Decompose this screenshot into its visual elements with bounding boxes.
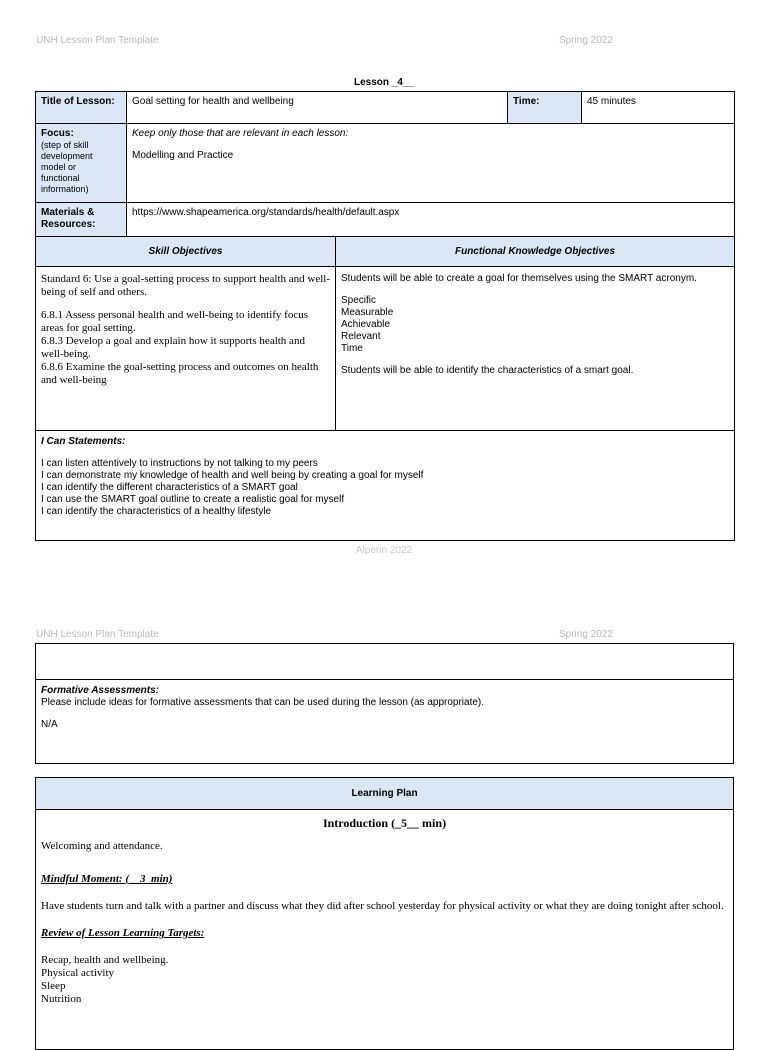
review-heading: Review of Lesson Learning Targets: [41,927,205,939]
i-can-item: I can listen attentively to instructions by not talking to my peers [41,458,318,469]
skill-objective-item: 6.8.1 Assess personal health and well-being to identify focus areas for goal setting. [41,309,309,334]
title-label: Title of Lesson: [36,92,127,124]
i-can-item: I can use the SMART goal outline to create a realistic goal for myself [41,494,345,505]
lesson-info-table [35,91,735,237]
focus-sublabel-5: information) [41,184,89,194]
lesson-number: Lesson _4__ [353,77,415,88]
page-header-left: UNH Lesson Plan Template [36,629,159,640]
skill-objective-item: 6.8.3 Develop a goal and explain how it supports health and well-being. [41,335,305,360]
focus-sublabel-3: model or [41,162,77,172]
focus-value-cell [127,124,735,203]
review-item: Recap, health and wellbeing. [41,954,169,966]
formative-table [35,643,734,764]
formative-text: Please include ideas for formative assessments that can be used during the lesson (as appropriate). [41,697,485,708]
formative-heading: Formative Assessments: [41,685,160,696]
i-can-item: I can identify the different characteristics of a SMART goal [41,482,298,493]
focus-sublabel-1: (step of skill [41,140,89,150]
smart-item: Relevant [341,331,381,342]
materials-label-1: Materials & [41,207,95,218]
smart-item: Specific [341,295,377,306]
i-can-heading: I Can Statements: [41,436,126,447]
i-can-item: I can identify the characteristics of a healthy lifestyle [41,506,272,517]
review-item: Sleep [41,980,66,992]
objectives-table [35,236,735,541]
focus-label: Focus: [41,128,74,139]
welcome-text: Welcoming and attendance. [41,840,163,852]
learning-plan-header: Learning Plan [36,778,734,810]
focus-label-cell [36,124,127,203]
focus-sublabel-4: functional [41,173,80,183]
materials-value: https://www.shapeamerica.org/standards/health/default.aspx [127,203,735,237]
time-value: 45 minutes [582,92,735,124]
focus-value: Modelling and Practice [132,150,234,161]
review-item: Physical activity [41,967,115,979]
page-header-right: Spring 2022 [559,629,613,640]
empty-cell [36,644,734,680]
learning-plan-body [36,810,734,1050]
mindful-text: Have students turn and talk with a partner and discuss what they did after school yesterday for physical activity or what they are doing tonight after school. [41,900,724,912]
introduction-heading: Introduction (_5__ min) [322,816,447,830]
functional-intro: Students will be able to create a goal for themselves using the SMART acronym. [341,273,697,284]
page-footer: Alperin 2022 [355,545,413,556]
smart-item: Time [341,343,363,354]
focus-note: Keep only those that are relevant in each lesson: [132,128,349,139]
formative-value: N/A [41,719,58,730]
focus-sublabel-2: development [41,151,93,161]
mindful-heading: Mindful Moment: (__3_min) [41,873,173,885]
functional-outro: Students will be able to identify the characteristics of a smart goal. [341,365,634,376]
page-header-left: UNH Lesson Plan Template [36,35,159,46]
skill-standard: Standard 6: Use a goal-setting process to support health and well-being of self and others. [41,273,330,298]
time-label: Time: [508,92,582,124]
skill-objectives-header: Skill Objectives [36,237,336,267]
i-can-cell [36,431,735,541]
smart-item: Measurable [341,307,394,318]
learning-plan-table [35,777,734,1050]
review-item: Nutrition [41,993,82,1005]
page-header-right: Spring 2022 [559,35,613,46]
materials-label-cell [36,203,127,237]
smart-item: Achievable [341,319,390,330]
title-value: Goal setting for health and wellbeing [127,92,508,124]
materials-label-2: Resources: [41,219,96,230]
i-can-item: I can demonstrate my knowledge of health and well being by creating a goal for myself [41,470,424,481]
functional-objectives-cell [336,267,735,431]
skill-objectives-cell [36,267,336,431]
formative-cell [36,680,734,764]
skill-objective-item: 6.8.6 Examine the goal-setting process and outcomes on health and well-being [41,361,319,386]
functional-objectives-header: Functional Knowledge Objectives [336,237,735,267]
